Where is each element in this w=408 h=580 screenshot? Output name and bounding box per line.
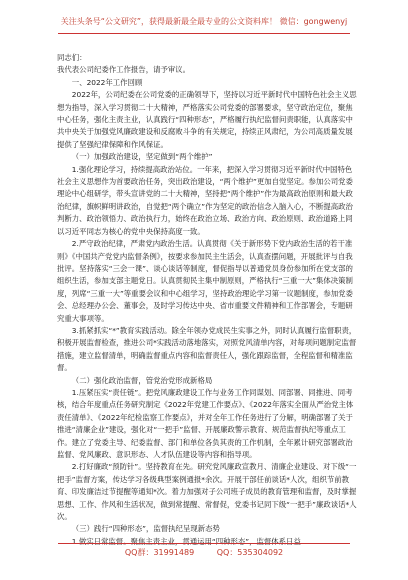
footer-qq-group: QQ群：31991489 bbox=[124, 548, 195, 557]
footer-qq-number: QQ：535304092 bbox=[216, 548, 284, 557]
paragraph: 3.抓紧抓实“*”教育实践活动。除全年领办党成民生实事之外，同时认真履行监督职责，积极开展监督检查，推进公司*实践活动落地落实，对照党风清单内容，对每项问题制定监督措施，建立监督清单，明确监督重点内容和监督责任人，强化跟踪监督，全程监督和精准监督。 bbox=[57, 325, 357, 373]
paragraph: 我代表公司纪委作工作报告，请予审议。 bbox=[57, 65, 191, 75]
document-body bbox=[57, 52, 357, 548]
paragraph: 1.压紧压实“责任链”。把党风廉政建设工作与业务工作同谋划、同部署、同推进、同考核，结合年度重点任务研究制定《2022年党建工作要点》、《2022年落实全面从严治党主体责任清单》、《2022年纪检监察工作要点》，并对全年工作任务进行了分解，明确部署了关于推进“清廉企业”建设，强化对“一把手”监督、开展廉政警示教育、规范监督执纪等重点工作。建立了党委主导、纪委监督、部门和单位各负其责的工作机制，全年累计研究部署政治监督、党风廉政、意识形态、人才队伍建设等内容和指导项。 bbox=[57, 387, 354, 459]
paragraph: 1.强化理论学习，持续提高政治站位。一年来，把深入学习贯彻习近平新时代中国特色社会主义思想作为首要政治任务，突出政治建设，“两个维护”更加自觉坚定。参加公司党委理论中心组研学，带头宣讲党的二十大精神，坚持把“两个维护”作为最高政治原则和最大政治纪律，旗帜鲜明讲政治，自觉把“两个确立”作为坚定的政治信念入脑入心，不断提高政治判断力、政治领悟力、政治执行力，始终在政治立场、政治方向、政治原则、政治道路上同以习近平同志为核心的党中央保持高度一致。 bbox=[57, 164, 353, 236]
paragraph: （二）强化政治监督，管党治党形成新格局 bbox=[71, 375, 213, 385]
paragraph: 2.严守政治纪律，严肃党内政治生活。认真贯彻《关于新形势下党内政治生活的若干准则》《中国共产党党内监督条例》，按要求参加民主生活会，认真查摆问题，开展批评与自我批评。坚持落实“三会一课”、谈心谈话等制度，督促指导以普通党员身份参加所在党支部的组织生活，参加支部主题党日。认真贯彻民主集中制原则，严格执行“三重一大”集体决策制度，列席“三重一大”等重要会议和中心组学习，坚持政治理论学习第一议题制度，参加党委会、总经理办公会、董事会，及时学习传达中央、省市重要文件精神和工作部署会，专题研究重大事项等。 bbox=[57, 239, 353, 323]
header-banner[interactable]: 关注头条号“公文研究”，获得最新最全最专业的公文资料库！ 微信：gongwenyj bbox=[60, 17, 348, 26]
paragraph: 1.做实日常监督。聚焦主责主业，贯通运用“四种形态”，监督体系日益 bbox=[71, 536, 301, 546]
footer-divider bbox=[58, 543, 350, 544]
footer bbox=[0, 547, 408, 558]
header-divider bbox=[58, 33, 350, 34]
paragraph: （一）加强政治建设，坚定做到“两个维护” bbox=[71, 152, 213, 162]
paragraph: 2.打好廉政“预防针”。坚持教育在先。研究党风廉政宣教月、清廉企业建设、对下级“一把手”监督方案，传达学习各级典型案例通报*余次。开展干部任前谈话*人次，组织节前教育、印发廉洁过节提醒等通知*次。着力加强对子公司班子成员的教育管理和监督，及时掌握思想、工作、作风和生活状况，做到常提醒、常督促，党委书记同下级“一把手”廉政谈话*人次。 bbox=[57, 462, 357, 522]
paragraph: （三）践行“四种形态”，监督执纪呈现新态势 bbox=[71, 524, 220, 534]
paragraph: 同志们： bbox=[57, 53, 87, 62]
paragraph: 2022年，公司纪委在公司党委的正确领导下，坚持以习近平新时代中国特色社会主义思想为指导，深入学习贯彻二十大精神，严格落实公司党委的部署要求，坚守政治定位，聚焦中心任务，强化主责主业，认真践行“四种形态”，严格履行执纪监督问责职能，认真落实中共中央关于加强党风廉政建设和反腐败斗争的有关规定，持续正风肃纪，为公司高质量发展提供了坚强纪律保障和作风保证。 bbox=[57, 90, 357, 149]
paragraph: 一、2022年工作回顾 bbox=[71, 77, 143, 87]
